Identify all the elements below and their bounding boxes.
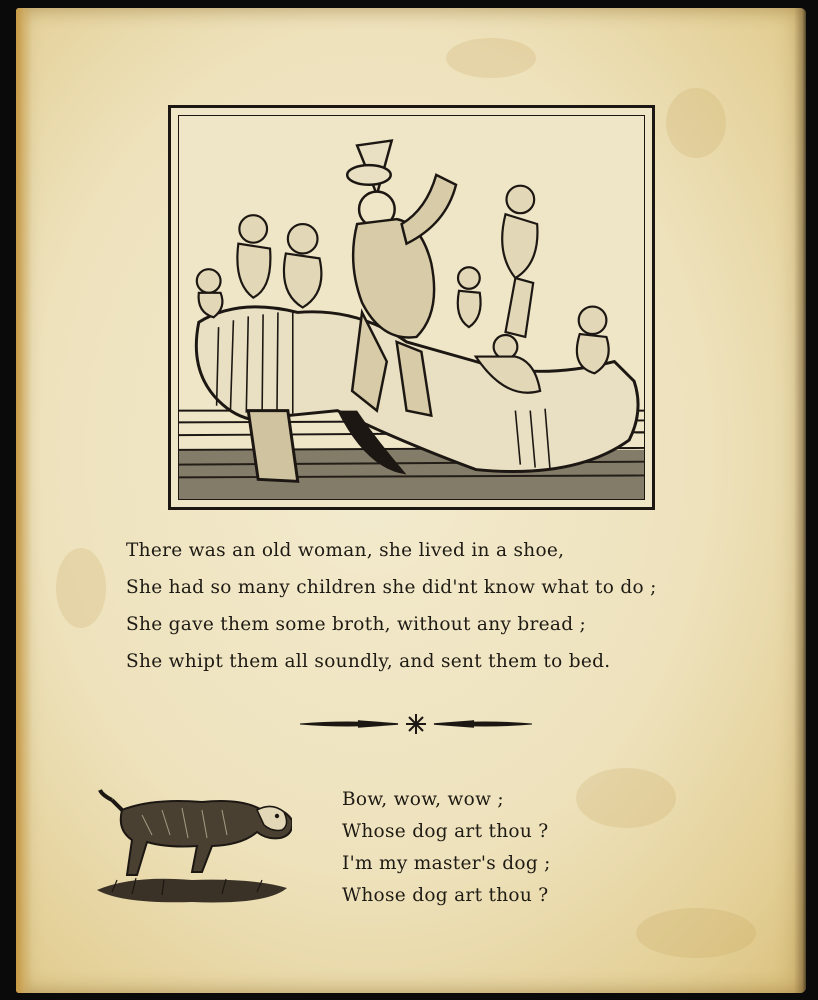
rhyme-line: I'm my master's dog ;: [342, 853, 551, 874]
paper-stain: [576, 768, 676, 828]
rhyme-line: Bow, wow, wow ;: [342, 789, 504, 810]
book-page: [16, 8, 806, 993]
paper-stain: [56, 548, 106, 628]
decorative-divider-ornament: [298, 710, 534, 738]
rhyme-line: Whose dog art thou ?: [342, 885, 549, 906]
verse-line: She whipt them all soundly, and sent them to bed.: [126, 651, 611, 672]
page-gutter-edge: [16, 8, 32, 993]
paper-stain: [446, 38, 536, 78]
woodcut-inner-border: [178, 115, 645, 500]
verse-line: She had so many children she did'nt know what to do ;: [126, 577, 657, 598]
woodcut-illustration-old-woman-shoe: [168, 105, 655, 510]
paper-stain: [666, 88, 726, 158]
rhyme-bow-wow: [342, 784, 551, 912]
page-outer-edge: [794, 8, 806, 993]
woodcut-dog-illustration: [92, 780, 292, 910]
verse-line: There was an old woman, she lived in a shoe,: [126, 540, 565, 561]
shoe-scene-drawing: [179, 116, 644, 499]
verse-old-woman: [126, 532, 657, 680]
verse-line: She gave them some broth, without any bread ;: [126, 614, 587, 635]
paper-stain: [636, 908, 756, 958]
rhyme-line: Whose dog art thou ?: [342, 821, 549, 842]
